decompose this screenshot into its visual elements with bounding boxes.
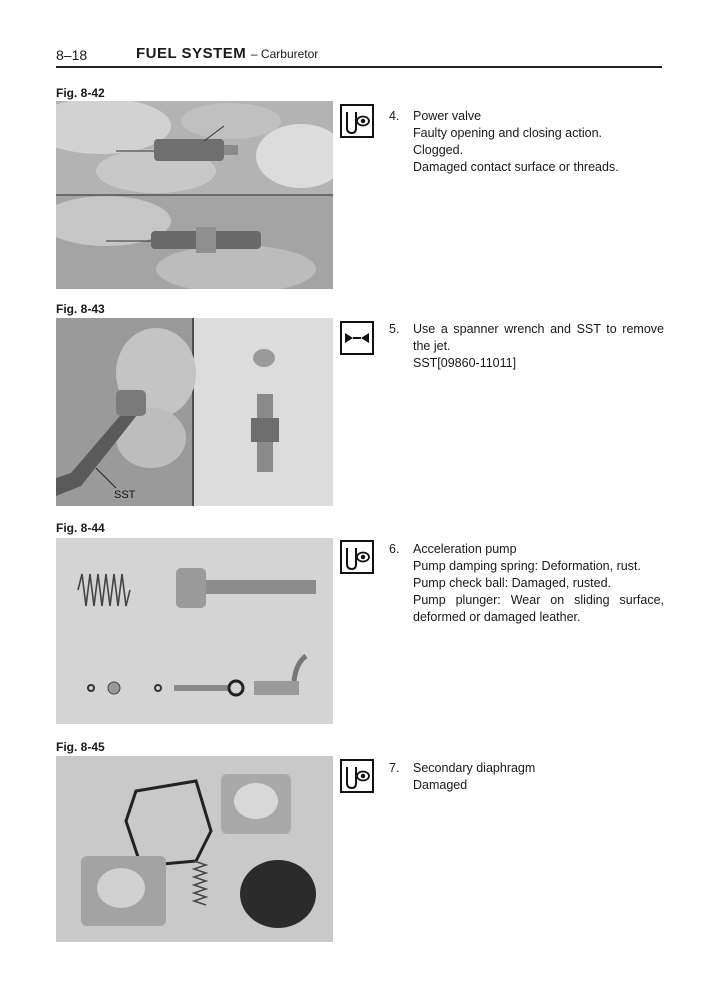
item-line: Damaged contact surface or threads. bbox=[413, 160, 619, 174]
figure-label: Fig. 8-45 bbox=[56, 740, 105, 754]
item-number: 5. bbox=[389, 322, 400, 336]
inspect-icon bbox=[340, 759, 374, 793]
page-header bbox=[56, 44, 662, 68]
figure-8-45-photo bbox=[56, 756, 333, 942]
figure-label: Fig. 8-44 bbox=[56, 521, 105, 535]
item-line: Pump damping spring: Deformation, rust. bbox=[413, 559, 641, 573]
item-line: Pump check ball: Damaged, rusted. bbox=[413, 576, 612, 590]
inspect-icon bbox=[340, 104, 374, 138]
section-subtitle: – Carburetor bbox=[250, 47, 319, 61]
item-number: 6. bbox=[389, 542, 400, 556]
item-line: Clogged. bbox=[413, 143, 464, 157]
item-line: Pump plunger: Wear on sliding surface, deformed or damaged leather. bbox=[413, 593, 664, 624]
item-title: Secondary diaphragm bbox=[413, 761, 536, 775]
item-line: SST[09860-11011] bbox=[413, 356, 517, 370]
item-4 bbox=[389, 108, 664, 176]
sst-callout: SST bbox=[114, 489, 136, 501]
item-5 bbox=[389, 321, 664, 372]
item-number: 7. bbox=[389, 761, 400, 775]
figure-label: Fig. 8-43 bbox=[56, 302, 105, 316]
item-6 bbox=[389, 541, 664, 626]
section-title bbox=[136, 45, 318, 62]
section-title-main: FUEL SYSTEM bbox=[136, 45, 247, 62]
figure-8-43-photo bbox=[56, 318, 333, 506]
remove-icon bbox=[340, 321, 374, 355]
item-title: Power valve bbox=[413, 109, 482, 123]
item-7 bbox=[389, 760, 664, 794]
figure-8-42-photo bbox=[56, 101, 333, 289]
item-title: Acceleration pump bbox=[413, 542, 517, 556]
figure-8-44-photo bbox=[56, 538, 333, 724]
page-number: 8–18 bbox=[56, 47, 88, 63]
item-line: Damaged bbox=[413, 778, 468, 792]
item-title: Use a spanner wrench and SST to remove the jet. bbox=[413, 322, 664, 353]
figure-label: Fig. 8-42 bbox=[56, 86, 105, 100]
item-line: Faulty opening and closing action. bbox=[413, 126, 603, 140]
inspect-icon bbox=[340, 540, 374, 574]
item-number: 4. bbox=[389, 109, 400, 123]
